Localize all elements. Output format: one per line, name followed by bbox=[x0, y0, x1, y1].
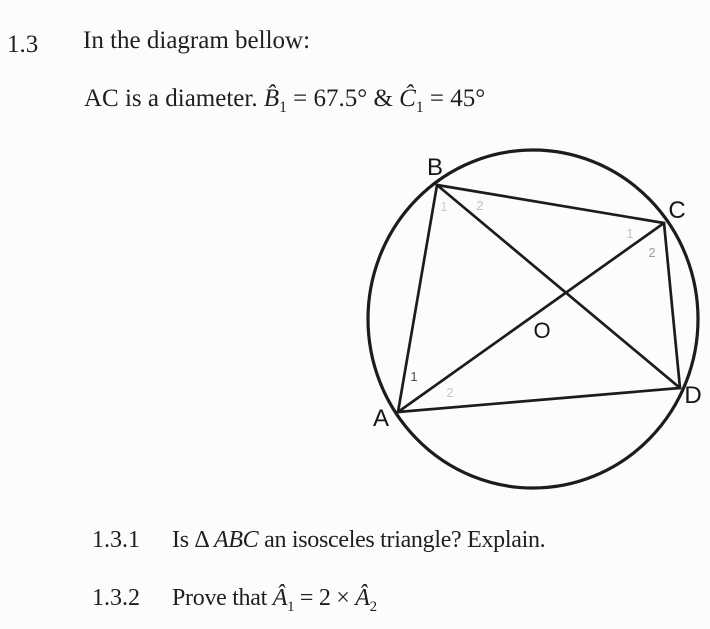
question-2-prefix: Prove that bbox=[172, 585, 273, 611]
angle-mark-c2: 2 bbox=[648, 245, 656, 260]
question-2 bbox=[92, 584, 377, 613]
angle-mark-b2: 2 bbox=[476, 198, 484, 213]
angle-mark-b1: 1 bbox=[440, 199, 448, 214]
var-b-subscript: 1 bbox=[279, 99, 287, 116]
question-2-mid: = 2 × bbox=[294, 585, 356, 611]
given-mid: = 67.5° & bbox=[286, 85, 400, 112]
angle-mark-c1: 1 bbox=[626, 226, 634, 241]
question-1-triangle-name: ABC bbox=[213, 527, 259, 553]
point-label-c: C bbox=[668, 197, 686, 224]
var-b-hat: B̂ bbox=[263, 85, 280, 112]
question-1 bbox=[92, 526, 545, 555]
angle-mark-a2: 2 bbox=[446, 385, 454, 400]
var-a-hat-2: Â bbox=[355, 585, 370, 611]
point-label-o: O bbox=[533, 318, 551, 343]
var-a2-subscript: 2 bbox=[369, 598, 377, 615]
var-a1-subscript: 1 bbox=[287, 598, 295, 615]
diameter-ac bbox=[398, 223, 664, 412]
chord-ad bbox=[398, 388, 680, 412]
chord-bc bbox=[437, 185, 664, 223]
problem-number: 1.3 bbox=[7, 31, 39, 58]
question-1-suffix: an isosceles triangle? Explain. bbox=[258, 527, 546, 553]
var-c-subscript: 1 bbox=[415, 99, 424, 116]
question-2-number: 1.3.2 bbox=[92, 585, 140, 611]
point-label-b: B bbox=[426, 154, 444, 181]
question-1-prefix: Is Δ bbox=[172, 527, 214, 553]
point-label-a: A bbox=[372, 405, 390, 432]
var-a-hat-1: Â bbox=[272, 585, 288, 611]
angle-mark-a1: 1 bbox=[410, 369, 418, 384]
given-prefix: AC is a diameter. bbox=[84, 85, 264, 112]
question-1-number: 1.3.1 bbox=[92, 527, 140, 553]
problem-intro: In the diagram bellow: bbox=[83, 27, 311, 54]
given-suffix: = 45° bbox=[423, 85, 486, 112]
point-label-d: D bbox=[684, 382, 702, 409]
var-c-hat: Ĉ bbox=[399, 85, 416, 112]
chord-cd bbox=[664, 223, 680, 388]
